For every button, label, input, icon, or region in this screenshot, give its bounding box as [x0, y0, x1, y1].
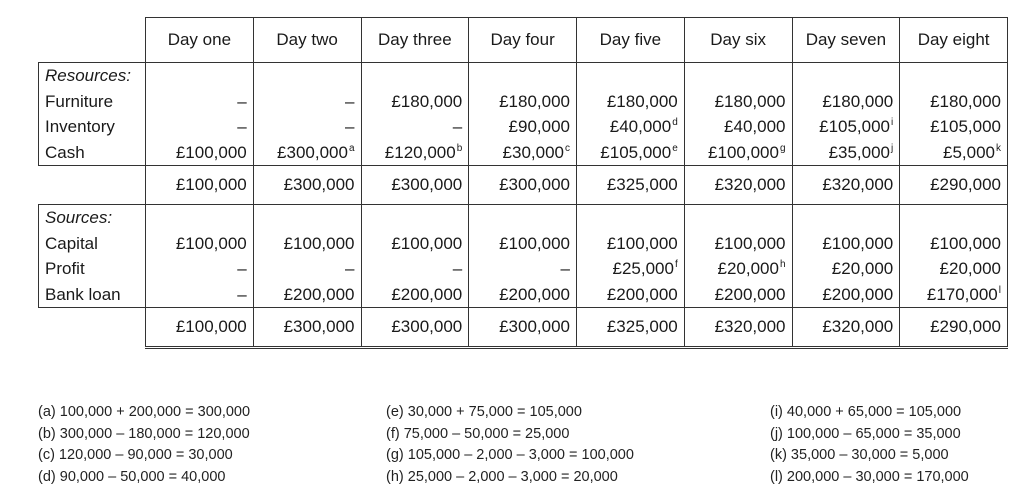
- section-title-spacer: [691, 63, 786, 89]
- footnote-marker: a: [348, 142, 355, 154]
- cell-value: £100,000: [175, 142, 247, 162]
- resources-day-cell: [146, 63, 254, 166]
- resources-day-cell: [792, 63, 900, 166]
- footnote-marker: j: [891, 142, 894, 154]
- section-title-spacer: [260, 63, 355, 89]
- footnote: (b) 300,000 – 180,000 = 120,000: [38, 425, 250, 442]
- cell-value: £20,000: [939, 259, 1001, 278]
- sources-total: £300,000: [253, 308, 361, 348]
- cell-value: £300,000$^a$: [277, 142, 355, 162]
- footnote: (k) 35,000 – 30,000 = 5,000: [770, 447, 949, 463]
- footnote: (i) 40,000 + 65,000 = 105,000: [770, 404, 962, 420]
- cell-value: £100,000: [822, 233, 894, 253]
- row-label: Furniture: [45, 91, 114, 111]
- sources-total-row: [39, 308, 1008, 348]
- cell-value: £100,000: [499, 233, 570, 253]
- sources-total: £325,000: [577, 308, 685, 348]
- resources-day-cell: [577, 63, 685, 166]
- row-label: Bank loan: [45, 284, 121, 304]
- section-title-spacer: [799, 205, 894, 231]
- footnote-marker: k: [996, 142, 1001, 154]
- sources-total: £320,000: [684, 308, 792, 348]
- footnote: (h) 25,000 – 2,000 – 3,000 = 20,000: [386, 468, 618, 485]
- sources-day-cell: [900, 205, 1008, 308]
- cell-value: £200,000: [391, 284, 463, 304]
- cell-value: £25,000$^f$: [612, 259, 678, 278]
- row-label: Profit: [45, 259, 85, 278]
- section-title-spacer: [906, 205, 1001, 231]
- sources-title: Sources:: [45, 208, 113, 227]
- cell-value: £180,000: [606, 91, 678, 111]
- sources-day-cell: [792, 205, 900, 308]
- row-label: Inventory: [45, 117, 115, 136]
- sources-total: £300,000: [361, 308, 469, 348]
- cell-value: –: [560, 259, 570, 278]
- day-header: Day four: [469, 18, 577, 63]
- footnotes-column-3: [770, 402, 969, 488]
- footnote: (l) 200,000 – 30,000 = 170,000: [770, 468, 969, 485]
- cell-value: £40,000: [724, 117, 786, 136]
- footnote: (j) 100,000 – 65,000 = 35,000: [770, 425, 961, 442]
- cell-value: £35,000$^j$: [828, 142, 894, 162]
- footnote-marker: e: [672, 142, 678, 154]
- section-title-spacer: [583, 205, 678, 231]
- resources-total: £325,000: [577, 166, 685, 205]
- sources-total: £300,000: [469, 308, 577, 348]
- resources-total: £300,000: [361, 166, 469, 205]
- footnote-marker: g: [779, 142, 786, 154]
- cell-value: £105,000$^i$: [819, 117, 894, 136]
- cell-value: –: [452, 117, 463, 136]
- resources-total: £290,000: [900, 166, 1008, 205]
- section-title-spacer: [475, 63, 570, 89]
- day-header: Day one: [146, 18, 254, 63]
- cell-value: £100,000$^g$: [708, 142, 786, 162]
- cell-value: £105,000: [930, 117, 1001, 136]
- cell-value: £100,000: [714, 233, 786, 253]
- resources-day-cell: [361, 63, 469, 166]
- cell-value: £200,000: [606, 284, 678, 304]
- cell-value: £200,000: [283, 284, 355, 304]
- total-label-blank: [39, 166, 146, 205]
- cell-value: –: [345, 259, 355, 278]
- sources-day-cell: [361, 205, 469, 308]
- sources-day-cell: [146, 205, 254, 308]
- resources-day-cell: [684, 63, 792, 166]
- cell-value: £180,000: [499, 91, 570, 111]
- day-header: Day five: [577, 18, 685, 63]
- cell-value: £200,000: [714, 284, 786, 304]
- section-title-spacer: [475, 205, 570, 231]
- cell-value: £180,000: [930, 91, 1001, 111]
- resources-total: £320,000: [792, 166, 900, 205]
- section-title-spacer: [368, 205, 463, 231]
- footnotes-column-1: [38, 402, 250, 488]
- footnote: (g) 105,000 – 2,000 – 3,000 = 100,000: [386, 447, 634, 463]
- resources-total: £300,000: [253, 166, 361, 205]
- cell-value: £180,000: [714, 91, 786, 111]
- header-row: [39, 18, 1008, 63]
- cell-value: £100,000: [930, 233, 1001, 253]
- cell-value: £30,000$^c$: [502, 142, 570, 162]
- cell-value: £100,000: [175, 233, 247, 253]
- footnote-marker: f: [674, 259, 678, 270]
- cell-value: £180,000: [391, 91, 463, 111]
- sources-section: [39, 205, 1008, 308]
- section-title-spacer: [368, 63, 463, 89]
- resources-day-cell: [253, 63, 361, 166]
- cell-value: –: [452, 259, 463, 278]
- resources-total: £300,000: [469, 166, 577, 205]
- row-label: Capital: [45, 233, 98, 253]
- section-title-spacer: [906, 63, 1001, 89]
- cell-value: £200,000: [822, 284, 894, 304]
- cell-value: £100,000: [391, 233, 463, 253]
- cell-value: –: [237, 259, 247, 278]
- resources-day-cell: [900, 63, 1008, 166]
- footnote: (d) 90,000 – 50,000 = 40,000: [38, 468, 226, 485]
- day-header: Day seven: [792, 18, 900, 63]
- footnote: (a) 100,000 + 200,000 = 300,000: [38, 404, 251, 420]
- cell-value: –: [237, 117, 247, 136]
- resources-total-row: [39, 166, 1008, 205]
- cell-value: –: [345, 91, 355, 111]
- cell-value: £20,000: [831, 259, 894, 278]
- section-title-spacer: [799, 63, 894, 89]
- footnote-marker: i: [891, 117, 894, 128]
- footnote: (f) 75,000 – 50,000 = 25,000: [386, 425, 570, 442]
- header-corner: [39, 18, 146, 63]
- cell-value: £100,000: [606, 233, 678, 253]
- sources-total: £100,000: [146, 308, 254, 348]
- resources-section: [39, 63, 1008, 166]
- cell-value: £105,000e: [600, 142, 678, 162]
- day-header: Day two: [253, 18, 361, 63]
- cell-value: £90,000: [508, 117, 570, 136]
- cell-value: £200,000: [499, 284, 570, 304]
- footnote-marker: l: [998, 284, 1001, 296]
- sources-day-cell: [684, 205, 792, 308]
- footnote: (e) 30,000 + 75,000 = 105,000: [386, 404, 582, 420]
- cell-value: £40,000$^d$: [609, 117, 678, 136]
- sources-day-cell: [253, 205, 361, 308]
- resources-labels: [39, 63, 146, 166]
- resources-title: Resources:: [45, 66, 131, 85]
- sources-day-cell: [577, 205, 685, 308]
- footnote-marker: c: [565, 142, 570, 154]
- resources-total: £320,000: [684, 166, 792, 205]
- cell-value: £180,000: [822, 91, 894, 111]
- section-title-spacer: [152, 205, 247, 231]
- cell-value: –: [237, 284, 247, 304]
- footnotes-column-2: [386, 402, 634, 488]
- footnote-marker: b: [456, 142, 463, 154]
- sources-day-cell: [469, 205, 577, 308]
- footnote-marker: h: [779, 259, 786, 270]
- row-label: Cash: [45, 142, 85, 162]
- resources-day-cell: [469, 63, 577, 166]
- section-title-spacer: [152, 63, 247, 89]
- cell-value: –: [345, 117, 355, 136]
- sources-labels: [39, 205, 146, 308]
- total-label-blank: [39, 308, 146, 348]
- cell-value: £5,000$^k$: [943, 142, 1001, 162]
- cell-value: £100,000: [283, 233, 355, 253]
- sources-total: £290,000: [900, 308, 1008, 348]
- section-title-spacer: [691, 205, 786, 231]
- cell-value: £170,000$^l$: [926, 284, 1001, 304]
- cell-value: £20,000$^h$: [717, 259, 786, 278]
- sources-total: £320,000: [792, 308, 900, 348]
- day-header: Day eight: [900, 18, 1008, 63]
- footnote: (c) 120,000 – 90,000 = 30,000: [38, 447, 233, 463]
- section-title-spacer: [260, 205, 355, 231]
- day-header: Day three: [361, 18, 469, 63]
- balance-sheet-table: [38, 17, 1008, 349]
- resources-total: £100,000: [146, 166, 254, 205]
- footnote-marker: d: [672, 117, 678, 128]
- cell-value: –: [237, 91, 247, 111]
- section-title-spacer: [583, 63, 678, 89]
- cell-value: £120,000$^b$: [384, 142, 463, 162]
- day-header: Day six: [684, 18, 792, 63]
